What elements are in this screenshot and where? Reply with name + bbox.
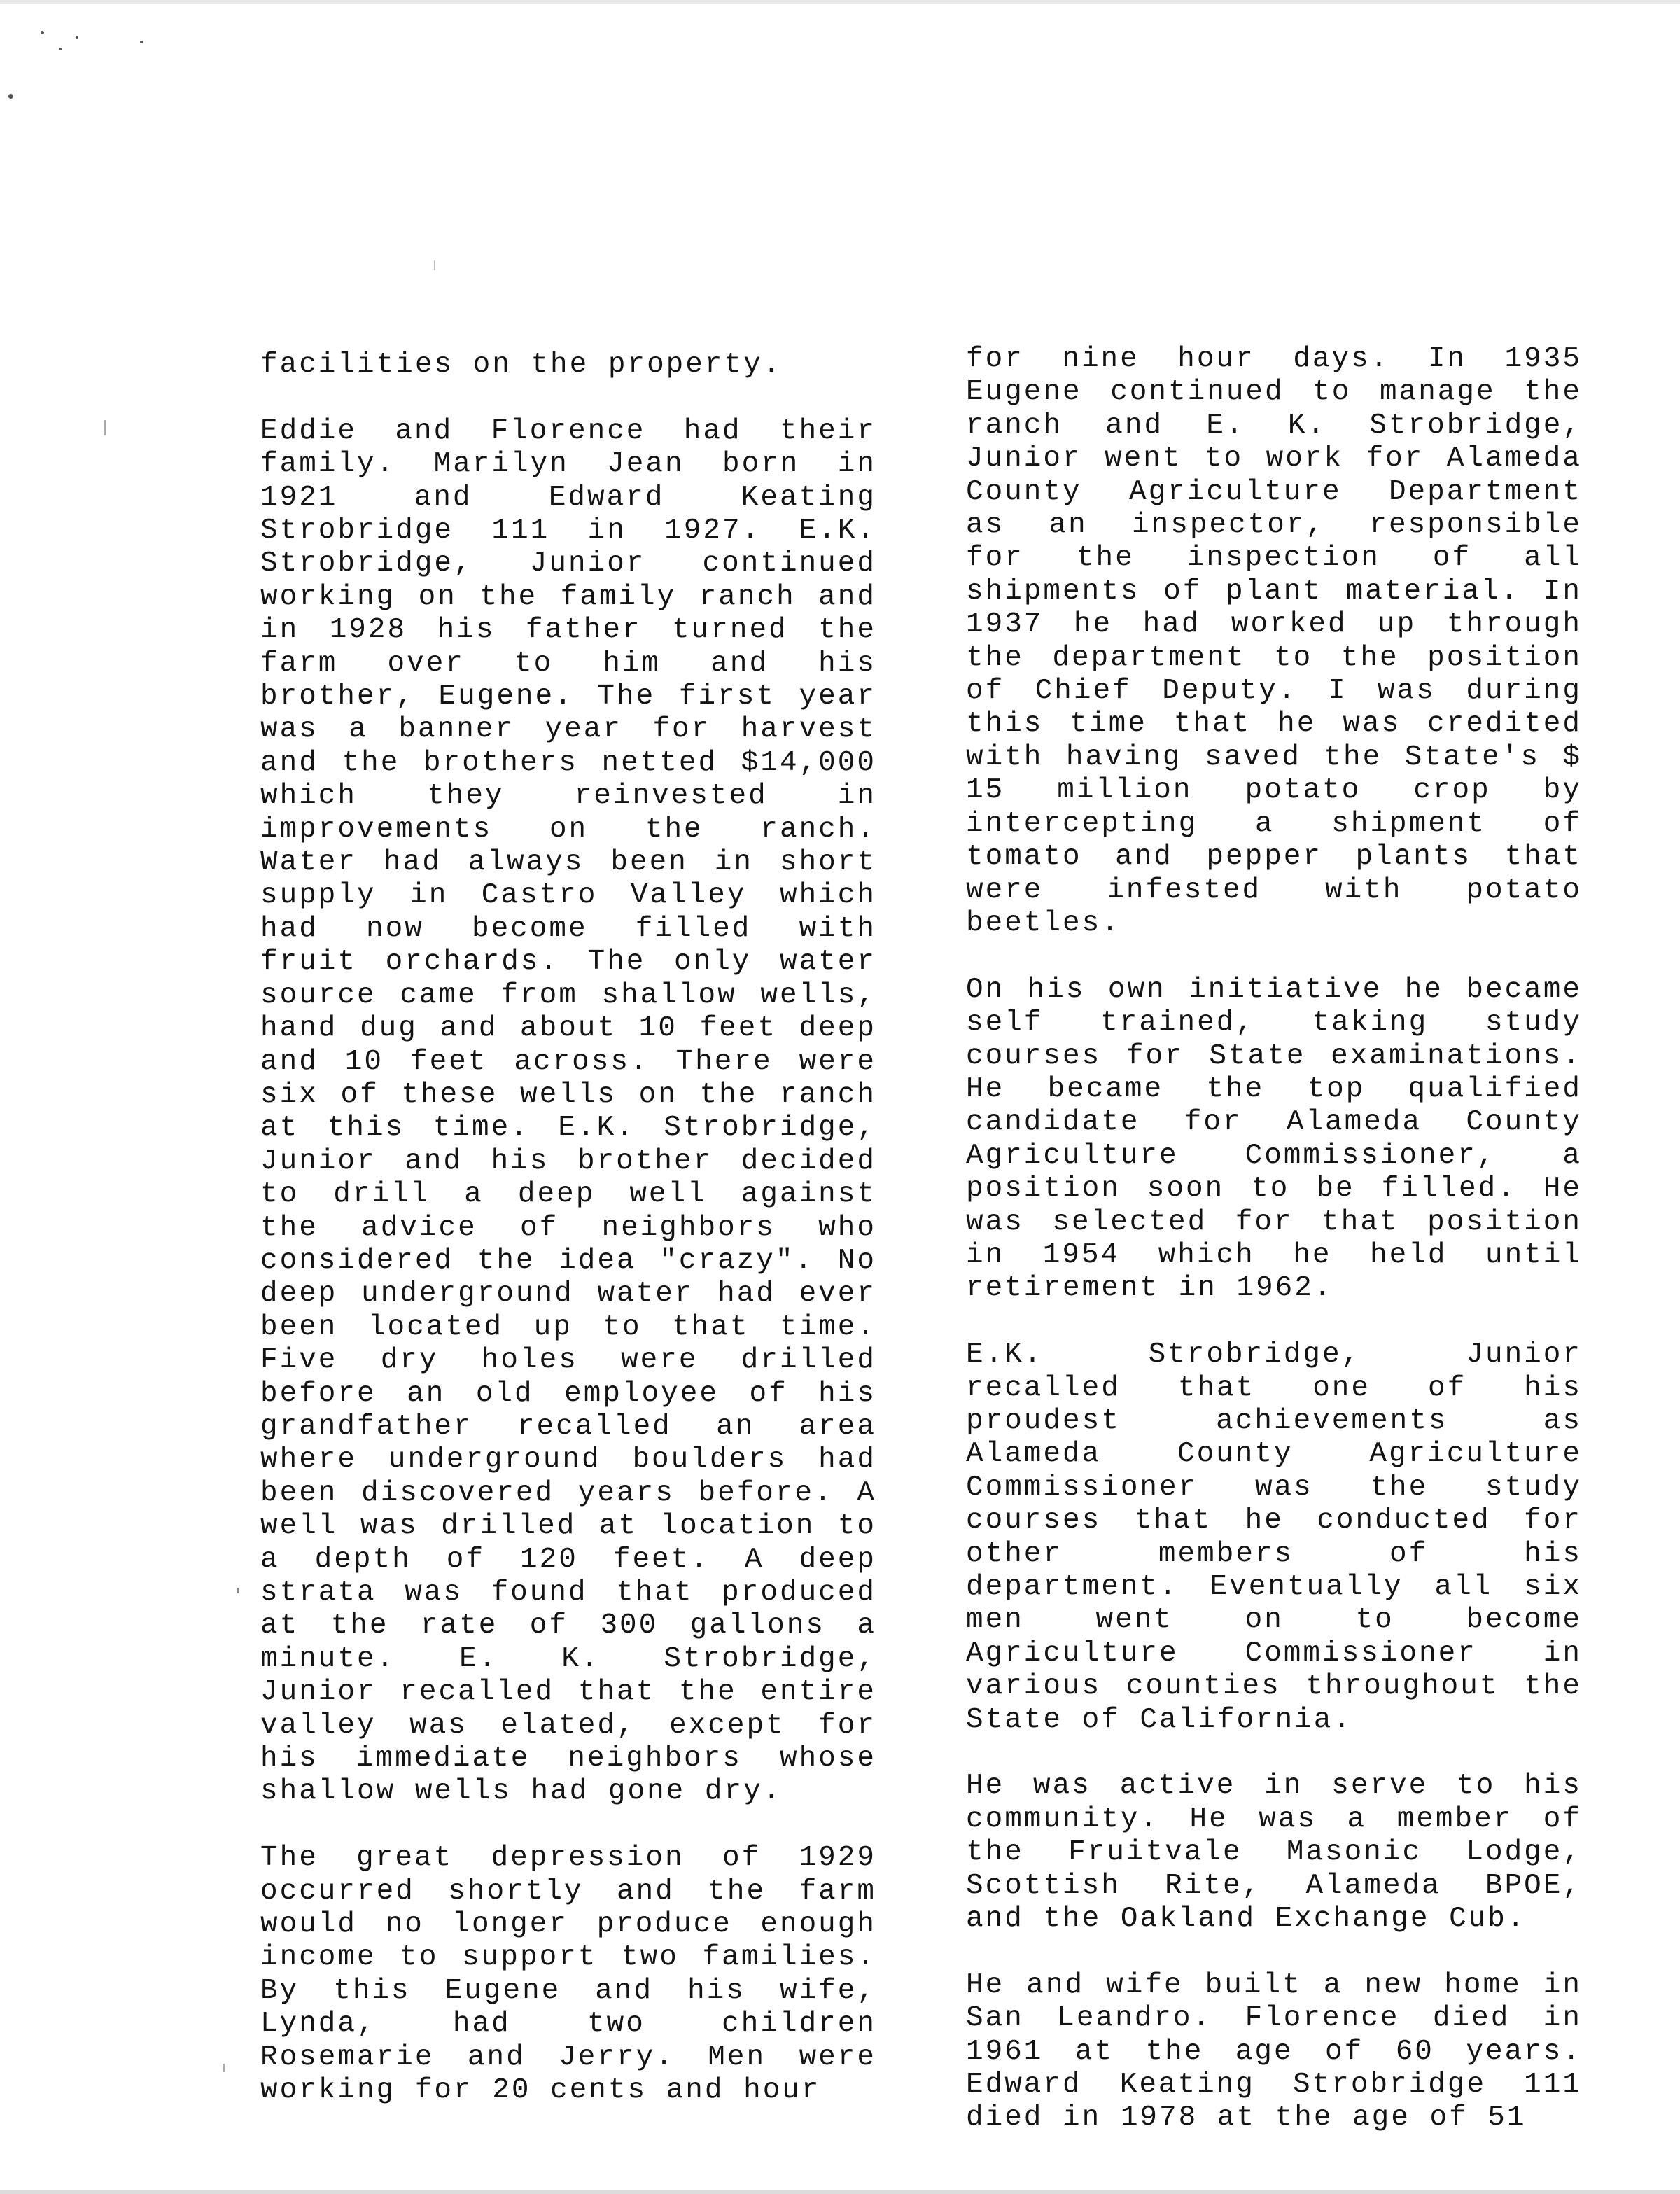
left-paragraph-3: The great depression of 1929 occurred shortly and the farm would no longer produce enough income to support two families. By this Eugene and his wife, Lynda, had two children Rosemarie and Jerry. Men were working for 20 cents and hour (260, 1842, 876, 2107)
scan-speck (434, 260, 435, 270)
scan-speck (59, 48, 62, 50)
scan-bottom-edge (0, 2190, 1680, 2194)
right-paragraph-4: He was active in serve to his community. He was a member of the Fruitvale Masonic Lodge, Scottish Rite, Alameda BPOE, and the Oakland Exchange Cub. (966, 1770, 1582, 1936)
right-paragraph-5: He and wife built a new home in San Leandro. Florence died in 1961 at the age of 60 years. Edward Keating Strobridge 111 died in 1978 at the age of 51 (966, 1969, 1582, 2134)
scan-speck (140, 41, 144, 43)
left-paragraph-2: Eddie and Florence had their family. Marilyn Jean born in 1921 and Edward Keating Strobridge 111 in 1927. E.K. Strobridge, Junior continued working on the family ranch and in 1928 his father turned the farm over to him and his brother, Eugene. The first year was a banner year for harvest and the brothers netted $14,000 which they reinvested in improvements on the ranch. Water had always been in short supply in Castro Valley which had now become filled with fruit orchards. The only water source came from shallow wells, hand dug and about 10 feet deep and 10 feet across. There were six of these wells on the ranch at this time. E.K. Strobridge, Junior and his brother decided to drill a deep well against the advice of neighbors who considered the idea "crazy". No deep underground water had ever been located up to that time. Five dry holes were drilled before an old employee of his grandfather recalled an area where underground boulders had been discovered years before. A well was drilled at location to a depth of 120 feet. A deep strata was found that produced at the rate of 300 gallons a minute. E. K. Strobridge, Junior recalled that the entire valley was elated, except for his immediate neighbors whose shallow wells had gone dry. (260, 414, 876, 1808)
scan-speck (223, 2064, 225, 2072)
scan-speck (41, 31, 44, 34)
scan-speck (237, 1588, 239, 1593)
scan-speck (8, 94, 13, 99)
right-paragraph-2: On his own initiative he became self trained, taking study courses for State examinations. He became the top qualified candidate for Alameda County Agriculture Commissioner, a position soon to be filled. He was selected for that position in 1954 which he held until retirement in 1962. (966, 973, 1582, 1305)
right-paragraph-3: E.K. Strobridge, Junior recalled that one of his proudest achievements as Alameda County Agriculture Commissioner was the study courses that he conducted for other members of his department. Eventually all six men went on to become Agriculture Commissioner in various counties throughout the State of California. (966, 1339, 1582, 1736)
left-paragraph-1: facilities on the property. (260, 349, 783, 381)
scan-speck (76, 36, 78, 39)
right-paragraph-1: for nine hour days. In 1935 Eugene continued to manage the ranch and E. K. Strobridge, Junior went to work for Alameda County Agriculture Department as an inspector, responsible for the inspection of all shipments of plant material. In 1937 he had worked up through the department to the position of Chief Deputy. I was during this time that he was credited with having saved the State's $ 15 million potato crop by intercepting a shipment of tomato and pepper plants that were infested with potato beetles. (966, 343, 1582, 939)
scan-speck (104, 420, 106, 435)
right-text-column (966, 343, 1582, 2168)
scan-top-edge (0, 0, 1680, 4)
left-text-column (260, 349, 876, 2141)
